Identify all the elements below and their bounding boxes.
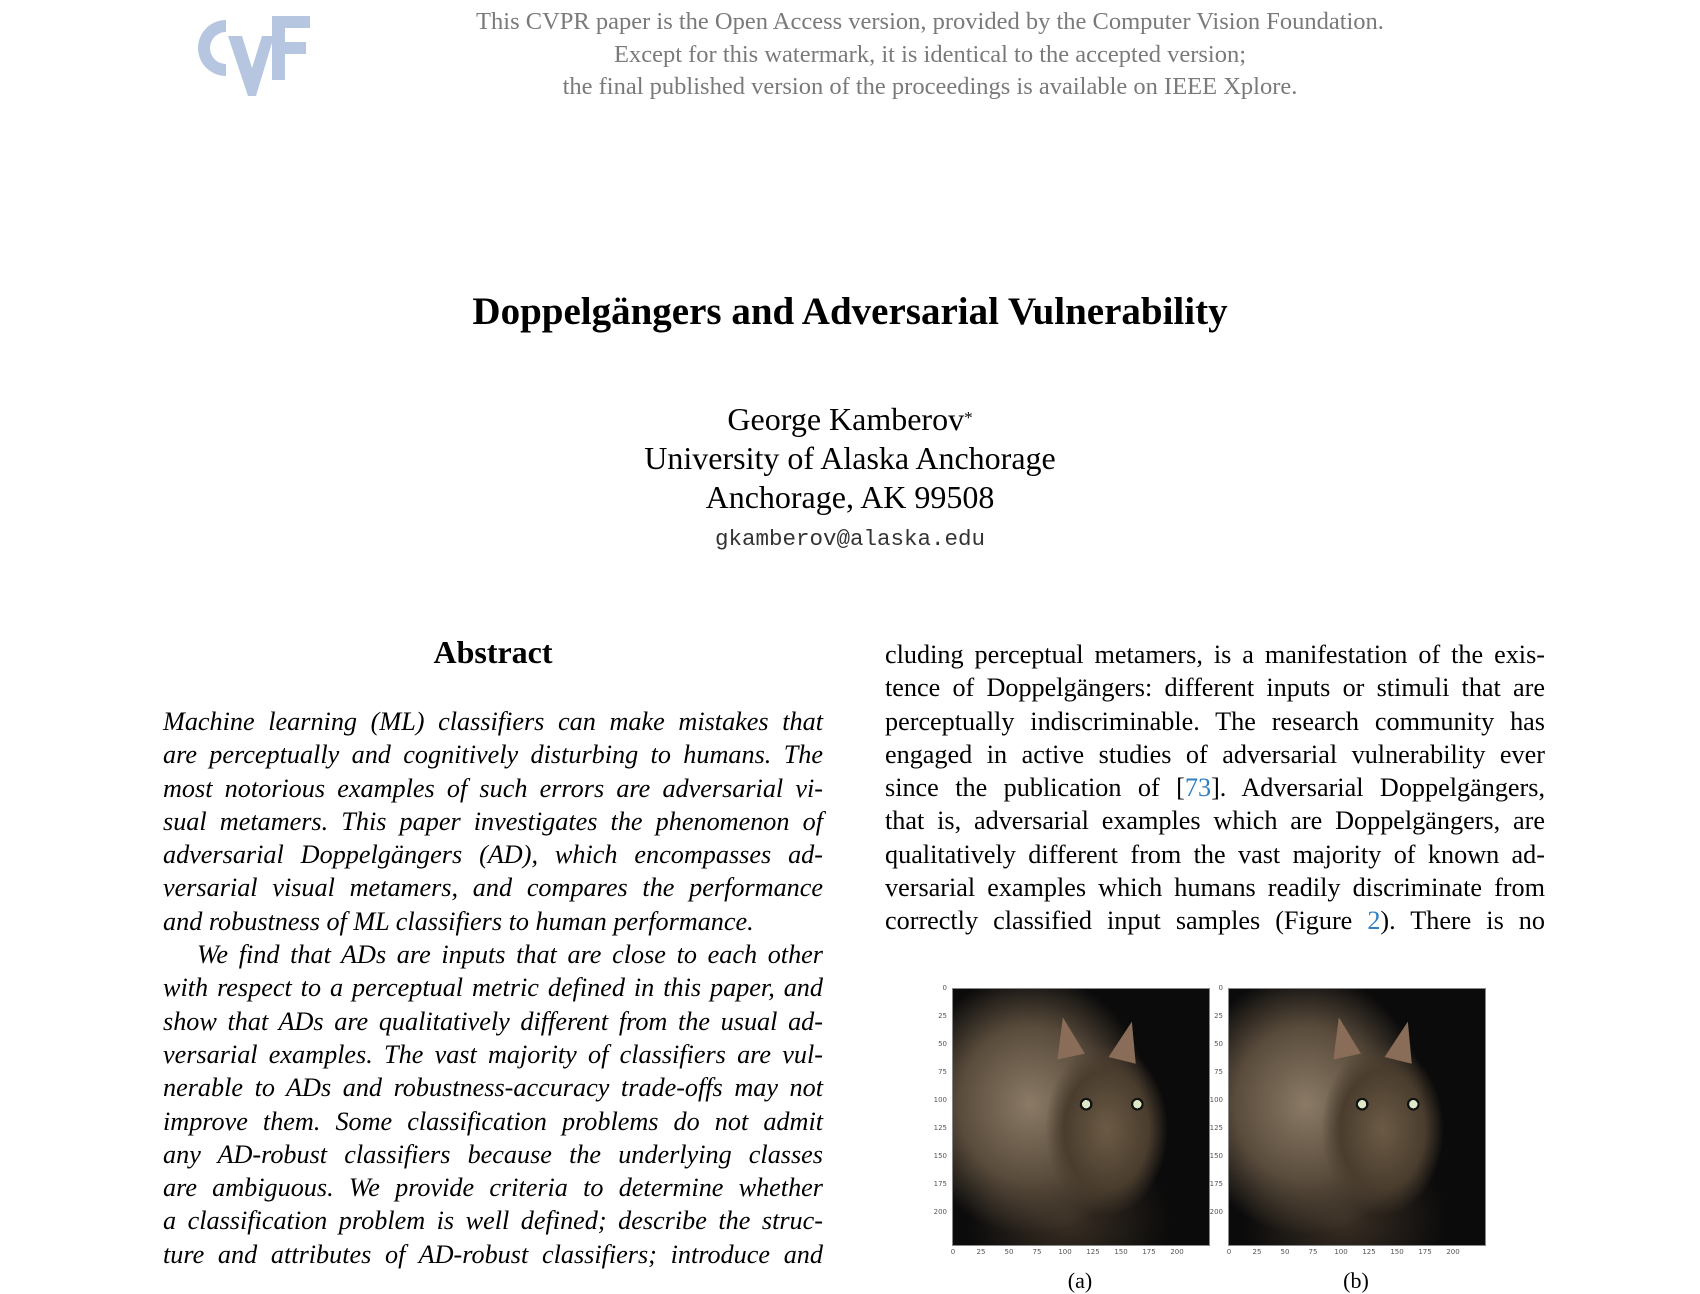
watermark-line: Except for this watermark, it is identical to the accepted version; <box>613 40 1246 68</box>
ear-shape <box>1109 1018 1146 1064</box>
text-line: versarial examples which humans readily discriminate from <box>885 873 1545 903</box>
y-tick: 75 <box>1214 1068 1223 1076</box>
y-tick: 175 <box>933 1180 947 1188</box>
x-tick: 125 <box>1362 1248 1376 1256</box>
x-tick: 75 <box>1032 1248 1042 1256</box>
y-tick: 200 <box>933 1208 947 1216</box>
text-line: any AD-robust classifiers because the underlying classes <box>163 1139 823 1169</box>
x-tick: 175 <box>1142 1248 1156 1256</box>
x-tick: 125 <box>1086 1248 1100 1256</box>
cat-image <box>952 988 1210 1246</box>
y-tick: 150 <box>1209 1152 1223 1160</box>
y-tick: 200 <box>1209 1208 1223 1216</box>
x-tick: 100 <box>1334 1248 1348 1256</box>
x-tick: 0 <box>1226 1248 1232 1256</box>
y-tick: 125 <box>1209 1124 1223 1132</box>
ear-shape <box>1049 1015 1085 1060</box>
x-tick: 50 <box>1280 1248 1290 1256</box>
y-tick: 0 <box>1218 984 1223 992</box>
watermark-line: This CVPR paper is the Open Access version, provided by the Computer Vision Foundation. <box>476 8 1384 35</box>
text-line: sual metamers. This paper investigates the phenomenon of <box>163 806 823 836</box>
subfigure-label: (a) <box>1067 1268 1093 1293</box>
watermark-line: the final published version of the proceedings is available on IEEE Xplore. <box>562 73 1298 100</box>
text-line: ture and attributes of AD-robust classifiers; introduce and <box>163 1239 823 1269</box>
x-tick: 150 <box>1390 1248 1404 1256</box>
cvf-logo-icon <box>186 14 310 96</box>
text-line: qualitatively different from the vast majority of known ad- <box>885 839 1545 869</box>
author-block <box>0 400 1700 517</box>
text-line: We find that ADs are inputs that are close to each other <box>197 940 823 970</box>
x-tick: 25 <box>976 1248 986 1256</box>
text-line: tence of Doppelgängers: different inputs or stimuli that are <box>885 673 1545 703</box>
author-email: gkamberov@alaska.edu <box>714 526 986 552</box>
text-line: a classification problem is well defined; describe the struc- <box>163 1206 823 1236</box>
x-tick: 175 <box>1418 1248 1432 1256</box>
y-tick: 25 <box>1214 1012 1223 1020</box>
x-tick: 25 <box>1252 1248 1262 1256</box>
text-line: with respect to a perceptual metric defined in this paper, and <box>163 973 823 1003</box>
x-tick: 200 <box>1170 1248 1184 1256</box>
x-tick: 0 <box>950 1248 956 1256</box>
x-tick: 75 <box>1308 1248 1318 1256</box>
text-line: since the publication of [73]. Adversarial Doppelgängers, <box>885 773 1545 803</box>
text-line: correctly classified input samples (Figure 2). There is no <box>885 906 1545 936</box>
abstract-heading: Abstract <box>433 634 553 670</box>
text-line: engaged in active studies of adversarial vulnerability ever <box>885 739 1545 769</box>
y-tick: 100 <box>933 1096 947 1104</box>
text-line: adversarial Doppelgängers (AD), which encompasses ad- <box>163 840 823 870</box>
y-tick: 100 <box>1209 1096 1223 1104</box>
author-address: Anchorage, AK 99508 <box>705 479 995 515</box>
author-affiliation: University of Alaska Anchorage <box>644 440 1056 476</box>
x-tick: 200 <box>1446 1248 1460 1256</box>
text-line: most notorious examples of such errors are adversarial vi- <box>163 773 823 803</box>
text-line: are ambiguous. We provide criteria to determine whether <box>163 1173 823 1203</box>
ear-shape <box>1325 1015 1361 1060</box>
text-line: perceptually indiscriminable. The research community has <box>885 706 1545 736</box>
y-tick: 0 <box>942 984 947 992</box>
footnote-marker: * <box>964 408 973 427</box>
y-tick: 150 <box>933 1152 947 1160</box>
text-line: nerable to ADs and robustness-accuracy trade-offs may not <box>163 1073 823 1103</box>
y-tick: 125 <box>933 1124 947 1132</box>
text-line: improve them. Some classification problems do not admit <box>163 1106 823 1136</box>
x-tick: 50 <box>1004 1248 1014 1256</box>
citation-link[interactable]: 73 <box>1184 773 1212 803</box>
y-tick: 25 <box>938 1012 947 1020</box>
text-line: and robustness of ML classifiers to human performance. <box>163 906 754 936</box>
text-line: Machine learning (ML) classifiers can make mistakes that <box>163 707 823 736</box>
open-access-watermark <box>380 6 1480 104</box>
text-line: versarial examples. The vast majority of classifiers are vul- <box>163 1039 823 1069</box>
cat-image <box>1228 988 1486 1246</box>
subfigure-label: (b) <box>1343 1268 1369 1293</box>
text-line: show that ADs are qualitatively different from the usual ad- <box>163 1006 823 1036</box>
text-line: cluding perceptual metamers, is a manifestation of the exis- <box>885 640 1545 669</box>
y-tick: 75 <box>938 1068 947 1076</box>
intro-body <box>885 638 1545 938</box>
abstract-body <box>163 705 823 1271</box>
paper-title: Doppelgängers and Adversarial Vulnerability <box>472 290 1228 333</box>
text-line: that is, adversarial examples which are Doppelgängers, are <box>885 806 1545 836</box>
y-tick: 50 <box>938 1040 947 1048</box>
figure-link[interactable]: 2 <box>1367 906 1381 936</box>
x-tick: 150 <box>1114 1248 1128 1256</box>
x-tick: 100 <box>1058 1248 1072 1256</box>
ear-shape <box>1385 1018 1422 1064</box>
y-tick: 50 <box>1214 1040 1223 1048</box>
text-line: versarial visual metamers, and compares the performance <box>163 873 823 903</box>
text-line: are perceptually and cognitively disturbing to humans. The <box>163 740 823 770</box>
y-tick: 175 <box>1209 1180 1223 1188</box>
author-name: George Kamberov* <box>727 401 973 437</box>
